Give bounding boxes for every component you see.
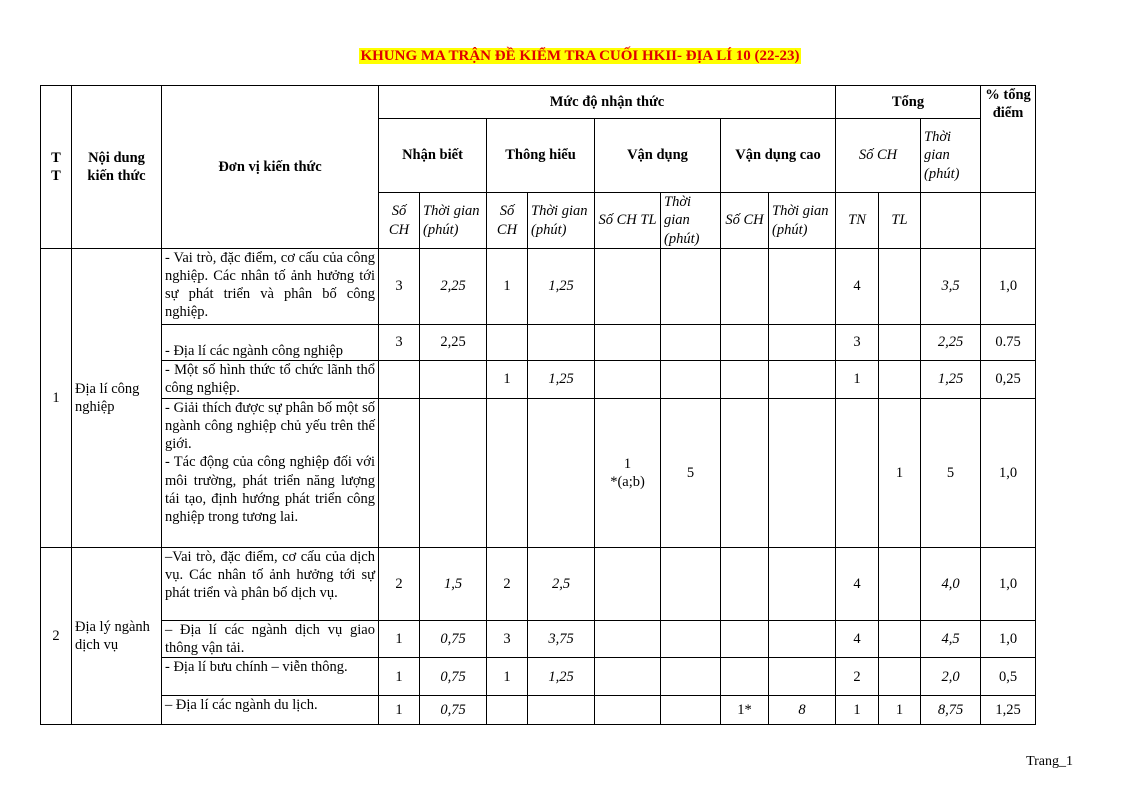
cell-tl: [879, 658, 921, 696]
header-don-vi: Đơn vị kiến thức: [162, 86, 379, 249]
table-row: [41, 361, 1036, 399]
unit-cell: –Vai trò, đặc điểm, cơ cấu của dịch vụ. Các nhân tố ảnh hưởng tới sự phát triển và phân bố dịch vụ.: [162, 548, 379, 621]
cell-tl: [879, 621, 921, 658]
document-title-text: KHUNG MA TRẬN ĐỀ KIỂM TRA CUỐI HKII- ĐỊA LÍ 10 (22-23): [360, 48, 800, 64]
cell-tl: [879, 325, 921, 361]
header-van-dung-cao: Vận dụng cao: [721, 119, 836, 193]
cell-th-tg: [528, 325, 595, 361]
cell-nb-ch: 1: [379, 658, 420, 696]
document-title: [0, 47, 1123, 65]
table-row: [41, 548, 1036, 621]
cell-tg: 3,5: [921, 249, 981, 325]
cell-vd-tg: 5: [661, 399, 721, 548]
header-tong-thoi-gian: Thời gian (phút): [921, 119, 981, 193]
header-vd-thoi-gian: Thời gian (phút): [661, 193, 721, 249]
cell-tl: [879, 249, 921, 325]
cell-vdc-tg: [769, 399, 836, 548]
cell-vdc-ch: 1*: [721, 696, 769, 725]
cell-vd-ch: [595, 325, 661, 361]
table-row: [41, 249, 1036, 325]
cell-tg: 8,75: [921, 696, 981, 725]
cell-nb-ch: [379, 399, 420, 548]
cell-vd-ch: 1 *(a;b): [595, 399, 661, 548]
cell-vdc-tg: [769, 621, 836, 658]
cell-th-ch: [487, 696, 528, 725]
header-empty-pct: [981, 193, 1036, 249]
cell-tn: 1: [836, 361, 879, 399]
header-noi-dung: Nội dung kiến thức: [72, 86, 162, 249]
cell-pct: 1,0: [981, 249, 1036, 325]
cell-vdc-ch: [721, 249, 769, 325]
cell-tl: 1: [879, 399, 921, 548]
cell-nb-ch: 1: [379, 621, 420, 658]
cell-vdc-tg: [769, 658, 836, 696]
cell-nb-ch: 2: [379, 548, 420, 621]
cell-nb-tg: [420, 361, 487, 399]
cell-vd-tg: [661, 249, 721, 325]
unit-cell: - Giải thích được sự phân bố một số ngành công nghiệp chủ yếu trên thế giới. - Tác động của công nghiệp đối với môi trường, phát triển năng lượng tái tạo, định hướng phát triển công nghiệp trong tương lai.: [162, 399, 379, 548]
header-van-dung: Vận dụng: [595, 119, 721, 193]
section-topic: Địa lí công nghiệp: [72, 249, 162, 548]
cell-tl: [879, 361, 921, 399]
cell-vdc-ch: [721, 325, 769, 361]
cell-nb-tg: 2,25: [420, 325, 487, 361]
cell-vdc-ch: [721, 621, 769, 658]
knowledge-matrix-table: [40, 85, 1036, 725]
cell-th-ch: 1: [487, 658, 528, 696]
cell-th-tg: 1,25: [528, 249, 595, 325]
table-row: [41, 696, 1036, 725]
cell-vdc-ch: [721, 361, 769, 399]
cell-vd-tg: [661, 696, 721, 725]
cell-th-ch: 1: [487, 249, 528, 325]
cell-vd-ch: [595, 696, 661, 725]
cell-pct: 0,5: [981, 658, 1036, 696]
cell-vdc-ch: [721, 658, 769, 696]
cell-pct: 0.75: [981, 325, 1036, 361]
cell-th-tg: 2,5: [528, 548, 595, 621]
cell-tg: 2,25: [921, 325, 981, 361]
cell-tl: 1: [879, 696, 921, 725]
cell-pct: 1,25: [981, 696, 1036, 725]
header-tl: TL: [879, 193, 921, 249]
cell-tg: 4,5: [921, 621, 981, 658]
cell-pct: 1,0: [981, 548, 1036, 621]
header-th-thoi-gian: Thời gian (phút): [528, 193, 595, 249]
cell-vdc-tg: [769, 249, 836, 325]
cell-vdc-tg: [769, 361, 836, 399]
section-number: 2: [41, 548, 72, 725]
unit-cell: - Địa lí các ngành công nghiệp: [162, 325, 379, 361]
header-th-so-ch: Số CH: [487, 193, 528, 249]
cell-th-tg: 1,25: [528, 361, 595, 399]
cell-vd-ch: [595, 621, 661, 658]
cell-vd-ch: [595, 249, 661, 325]
cell-nb-ch: 1: [379, 696, 420, 725]
cell-nb-tg: 0,75: [420, 696, 487, 725]
cell-vd-tg: [661, 325, 721, 361]
cell-vdc-ch: [721, 399, 769, 548]
header-muc-do: Mức độ nhận thức: [379, 86, 836, 119]
cell-vd-ch: [595, 548, 661, 621]
cell-vd-ch: [595, 658, 661, 696]
header-tt: T T: [41, 86, 72, 249]
cell-tg: 1,25: [921, 361, 981, 399]
section-topic: Địa lý ngành dịch vụ: [72, 548, 162, 725]
header-tn: TN: [836, 193, 879, 249]
cell-vd-tg: [661, 658, 721, 696]
cell-th-ch: 2: [487, 548, 528, 621]
cell-tn: 4: [836, 548, 879, 621]
cell-tn: 4: [836, 249, 879, 325]
cell-tn: 1: [836, 696, 879, 725]
cell-nb-tg: 0,75: [420, 621, 487, 658]
header-nhan-biet: Nhận biết: [379, 119, 487, 193]
cell-nb-ch: [379, 361, 420, 399]
cell-th-ch: 3: [487, 621, 528, 658]
cell-th-tg: [528, 696, 595, 725]
cell-th-ch: 1: [487, 361, 528, 399]
cell-nb-tg: 2,25: [420, 249, 487, 325]
cell-pct: 1,0: [981, 399, 1036, 548]
table-row: [41, 325, 1036, 361]
cell-tn: 2: [836, 658, 879, 696]
header-thong-hieu: Thông hiểu: [487, 119, 595, 193]
header-empty-tg: [921, 193, 981, 249]
header-vd-so-ch-tl: Số CH TL: [595, 193, 661, 249]
header-tong-so-ch: Số CH: [836, 119, 921, 193]
cell-tg: 2,0: [921, 658, 981, 696]
header-phan-tram: % tổng điểm: [981, 86, 1036, 193]
cell-nb-tg: [420, 399, 487, 548]
cell-vd-tg: [661, 361, 721, 399]
unit-cell: - Địa lí bưu chính – viễn thông.: [162, 658, 379, 696]
cell-tn: 4: [836, 621, 879, 658]
cell-nb-tg: 1,5: [420, 548, 487, 621]
cell-tn: 3: [836, 325, 879, 361]
cell-vd-tg: [661, 548, 721, 621]
cell-th-tg: [528, 399, 595, 548]
cell-nb-tg: 0,75: [420, 658, 487, 696]
header-nb-so-ch: Số CH: [379, 193, 420, 249]
cell-pct: 0,25: [981, 361, 1036, 399]
header-nb-thoi-gian: Thời gian (phút): [420, 193, 487, 249]
cell-tg: 5: [921, 399, 981, 548]
unit-cell: - Một số hình thức tổ chức lãnh thổ công nghiệp.: [162, 361, 379, 399]
table-row: [41, 621, 1036, 658]
cell-vd-tg: [661, 621, 721, 658]
unit-cell: – Địa lí các ngành dịch vụ giao thông vận tải.: [162, 621, 379, 658]
cell-th-ch: [487, 325, 528, 361]
header-vdc-so-ch: Số CH: [721, 193, 769, 249]
cell-nb-ch: 3: [379, 325, 420, 361]
cell-tl: [879, 548, 921, 621]
cell-vdc-tg: [769, 548, 836, 621]
cell-th-ch: [487, 399, 528, 548]
header-tong: Tổng: [836, 86, 981, 119]
page-footer: Trang_1: [1026, 754, 1073, 769]
cell-nb-ch: 3: [379, 249, 420, 325]
cell-vdc-tg: [769, 325, 836, 361]
cell-vd-ch: [595, 361, 661, 399]
unit-cell: - Vai trò, đặc điểm, cơ cấu của công nghiệp. Các nhân tố ảnh hưởng tới sự phát triển và phân bố công nghiệp.: [162, 249, 379, 325]
table-row: [41, 399, 1036, 548]
cell-tg: 4,0: [921, 548, 981, 621]
header-vdc-thoi-gian: Thời gian (phút): [769, 193, 836, 249]
cell-vdc-tg: 8: [769, 696, 836, 725]
section-number: 1: [41, 249, 72, 548]
cell-vdc-ch: [721, 548, 769, 621]
cell-th-tg: 3,75: [528, 621, 595, 658]
cell-th-tg: 1,25: [528, 658, 595, 696]
unit-cell: – Địa lí các ngành du lịch.: [162, 696, 379, 725]
table-row: [41, 658, 1036, 696]
cell-tn: [836, 399, 879, 548]
cell-pct: 1,0: [981, 621, 1036, 658]
